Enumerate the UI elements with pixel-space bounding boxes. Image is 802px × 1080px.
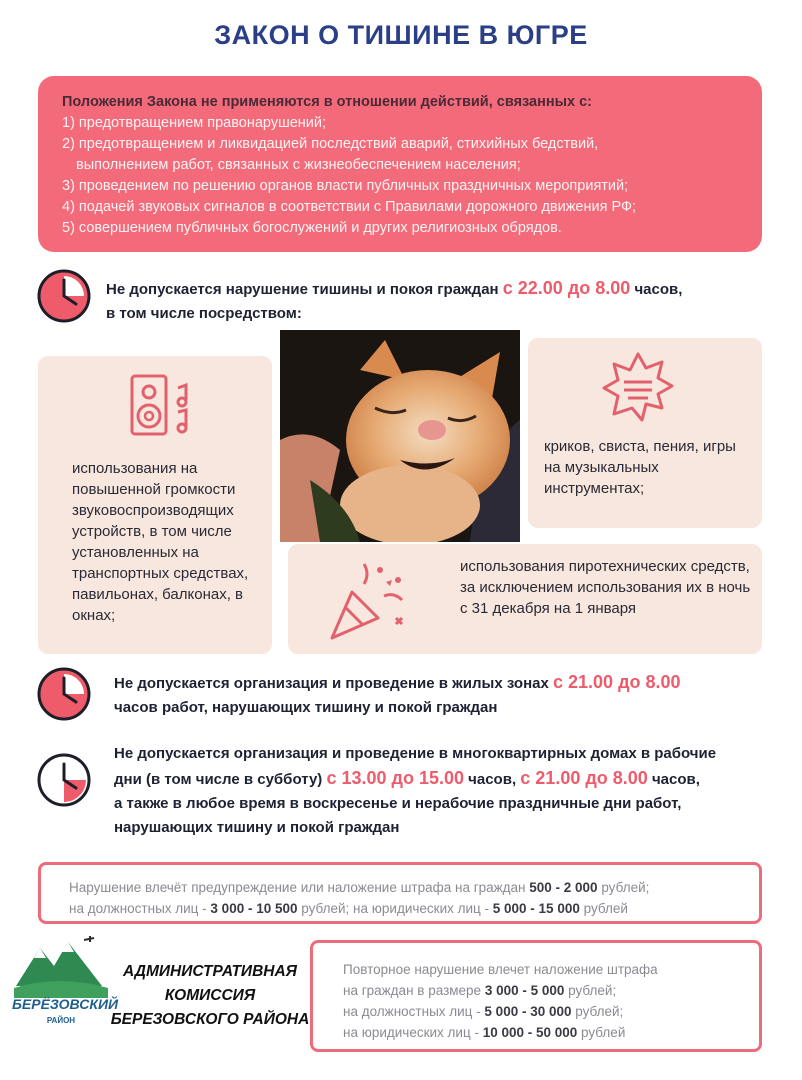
clock-icon <box>36 666 92 727</box>
cat-photo <box>280 330 520 542</box>
time-range-highlight: с 21.00 до 8.00 <box>520 768 648 788</box>
fine-line: на должностных лиц - 5 000 - 30 000 рублей; <box>343 1004 624 1019</box>
fine-line: на должностных лиц - 3 000 - 10 500 рублей; на юридических лиц - 5 000 - 15 000 рублей <box>69 901 628 916</box>
rule-night-silence: Не допускается нарушение тишины и покоя граждан с 22.00 до 8.00 часов, в том числе посредством: <box>106 278 683 322</box>
shout-burst-icon <box>600 350 676 431</box>
exception-item: выполнением работ, связанных с жизнеобеспечением населения; <box>76 157 521 173</box>
fine-line: на юридических лиц - 10 000 - 50 000 рублей <box>343 1025 626 1040</box>
logo-sub: РАЙОН <box>46 1016 76 1025</box>
speaker-icon <box>128 372 198 447</box>
page-title: ЗАКОН О ТИШИНЕ В ЮГРЕ <box>214 20 588 50</box>
fine-line: на граждан в размере 3 000 - 5 000 рублей; <box>343 983 617 998</box>
exceptions-box <box>38 76 762 252</box>
time-range-highlight: с 22.00 до 8.00 <box>502 278 631 298</box>
exception-item: 3) проведением по решению органов власти публичных праздничных мероприятий; <box>62 178 629 194</box>
fine-line: Нарушение влечёт предупреждение или наложение штрафа на граждан 500 - 2 000 рублей; <box>69 880 650 895</box>
fine-line: Повторное нарушение влечет наложение штрафа <box>343 962 658 977</box>
time-range-highlight: с 21.00 до 8.00 <box>553 672 681 692</box>
clock-icon <box>36 268 92 329</box>
exception-item: 5) совершением публичных богослужений и других религиозных обрядов. <box>62 220 562 236</box>
exceptions-header: Положения Закона не применяются в отношении действий, связанных с: <box>62 94 592 110</box>
card-pyro <box>288 544 762 654</box>
card-speakers-text: использования на повышенной громкости звуковоспроизводящих устройств, в том числе установленных на транспортных средствах, павильонах, балконах, в окнах; <box>72 460 249 624</box>
rule-residential-zones: Не допускается организация и проведение в жилых зонах с 21.00 до 8.00 часов работ, нарушающих тишину и покой граждан <box>114 672 681 716</box>
exception-item: 1) предотвращением правонарушений; <box>62 115 327 131</box>
time-range-highlight: с 13.00 до 15.00 <box>326 768 464 788</box>
fine-box-repeat <box>310 940 762 1052</box>
music-note-icon <box>178 385 186 432</box>
card-shouts <box>528 338 762 528</box>
exception-item: 2) предотвращением и ликвидацией последствий аварий, стихийных бедствий, <box>62 136 599 152</box>
fine-box-first <box>38 862 762 924</box>
organization-name: АДМИНИСТРАТИВНАЯ КОМИССИЯ БЕРЕЗОВСКОГО РАЙОНА <box>110 963 310 1028</box>
clock-icon <box>36 752 92 813</box>
rule-apartment-buildings: Не допускается организация и проведение в многоквартирных домах в рабочие дни (в том числе в субботу) с 13.00 до 15.00 часов, с 21.00 до 8.00 часов, а также в любое время в воскресенье и нерабочие праздничные дни работ, нарушающих тишину и покой граждан <box>114 745 717 836</box>
district-logo <box>12 936 119 1032</box>
exception-item: 4) подачей звуковых сигналов в соответствии с Правилами дорожного движения РФ; <box>62 199 637 215</box>
card-pyro-text: использования пиротехнических средств, за исключением использования их в ночь с 31 декабря на 1 января <box>460 558 751 617</box>
card-speakers <box>38 356 272 654</box>
party-popper-icon <box>324 556 414 651</box>
logo-name: БЕРЁЗОВСКИЙ <box>12 996 119 1012</box>
card-shouts-text: криков, свиста, пения, игры на музыкальных инструментах; <box>544 438 736 497</box>
